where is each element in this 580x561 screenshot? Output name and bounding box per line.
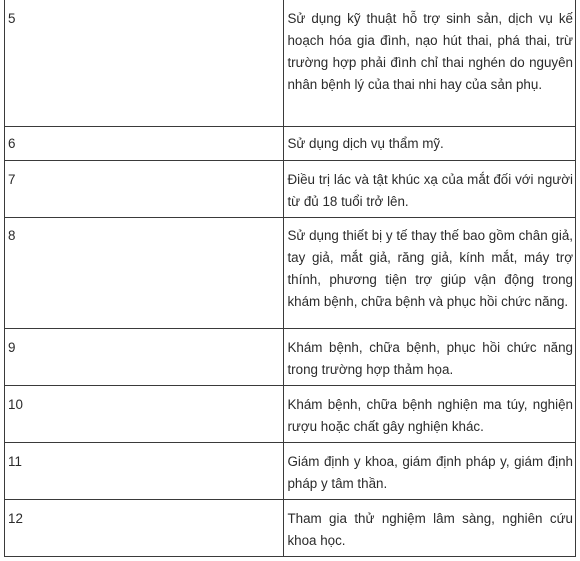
row-number: 7 <box>5 161 284 218</box>
table-row <box>5 127 576 161</box>
row-number: 10 <box>5 386 284 443</box>
row-number: 9 <box>5 329 284 386</box>
row-description: Sử dụng thiết bị y tế thay thế bao gồm chân giả, tay giả, mắt giả, răng giả, kính mắt, máy trợ thính, phương tiện trợ giúp vận động trong khám bệnh, chữa bệnh và phục hồi chức năng. <box>284 218 576 329</box>
exclusions-table <box>4 0 576 557</box>
row-description: Khám bệnh, chữa bệnh nghiện ma túy, nghiện rượu hoặc chất gây nghiện khác. <box>284 386 576 443</box>
table-row <box>5 218 576 329</box>
table-row <box>5 329 576 386</box>
row-number: 5 <box>5 0 284 127</box>
row-description: Sử dụng kỹ thuật hỗ trợ sinh sản, dịch vụ kế hoạch hóa gia đình, nạo hút thai, phá thai, trừ trường hợp phải đình chỉ thai nghén do nguyên nhân bệnh lý của thai nhi hay của sản phụ. <box>284 0 576 127</box>
row-number: 11 <box>5 443 284 500</box>
table-row <box>5 500 576 557</box>
table-row <box>5 386 576 443</box>
table-row <box>5 161 576 218</box>
row-description: Tham gia thử nghiệm lâm sàng, nghiên cứu khoa học. <box>284 500 576 557</box>
exclusions-table-container <box>4 0 576 557</box>
row-description: Khám bệnh, chữa bệnh, phục hồi chức năng trong trường hợp thảm họa. <box>284 329 576 386</box>
row-number: 8 <box>5 218 284 329</box>
row-number: 6 <box>5 127 284 161</box>
table-body <box>5 0 576 557</box>
table-row <box>5 443 576 500</box>
row-description: Điều trị lác và tật khúc xạ của mắt đối với người từ đủ 18 tuổi trở lên. <box>284 161 576 218</box>
row-number: 12 <box>5 500 284 557</box>
table-row <box>5 0 576 127</box>
row-description: Sử dụng dịch vụ thẩm mỹ. <box>284 127 576 161</box>
row-description: Giám định y khoa, giám định pháp y, giám định pháp y tâm thần. <box>284 443 576 500</box>
